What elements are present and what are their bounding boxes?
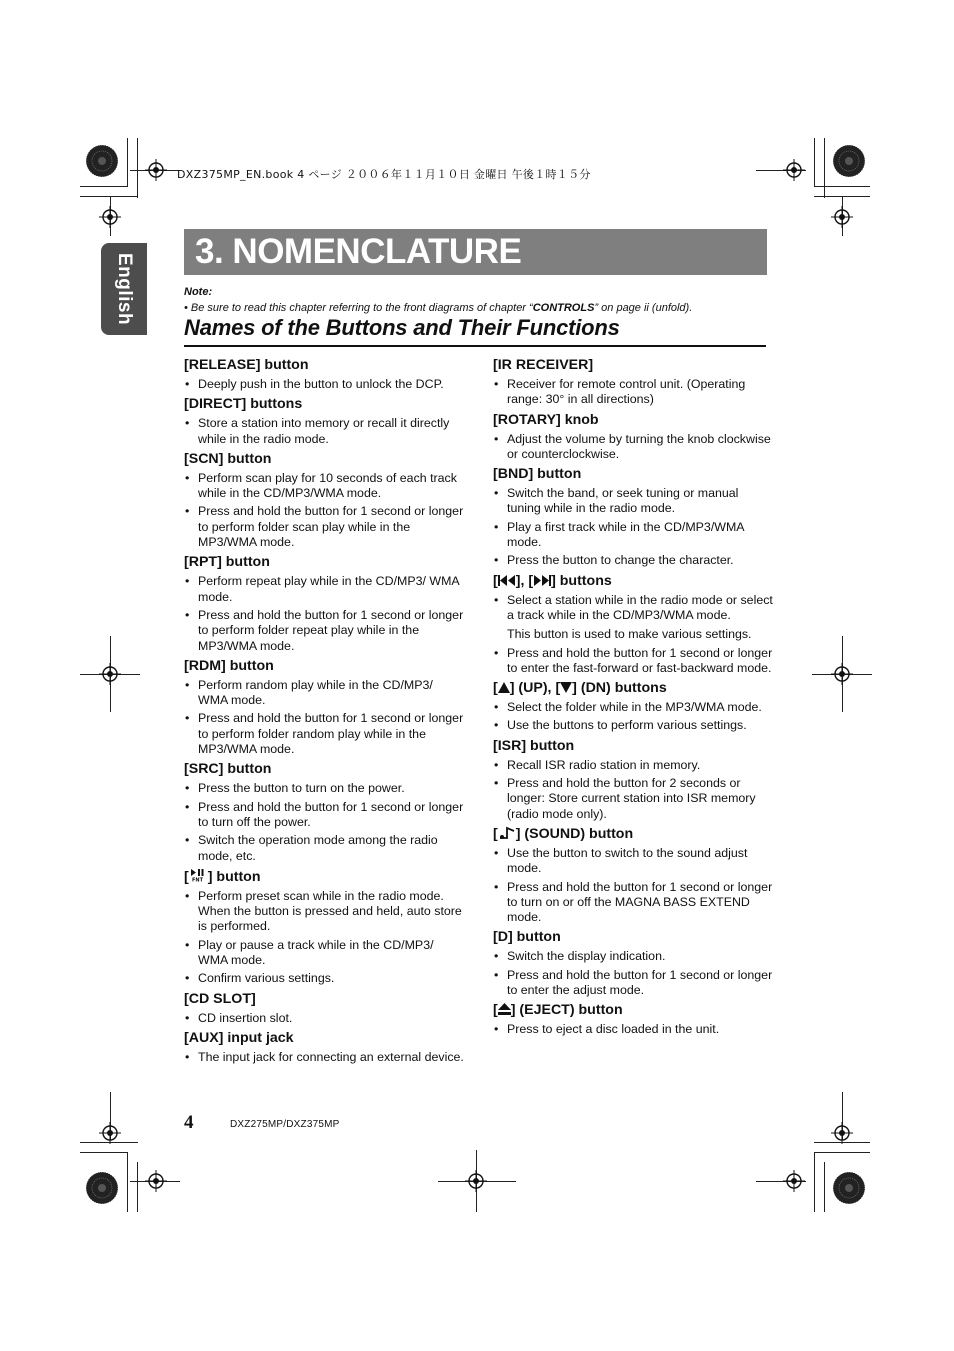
- list-item: • Play a first track while in the CD/MP3/WMA mode.: [493, 520, 773, 551]
- item-title: [ISR] button: [493, 737, 575, 754]
- registration-target-icon: [99, 206, 121, 228]
- registration-target-icon: [99, 663, 121, 685]
- bracket-open: [: [493, 1002, 498, 1019]
- item-sound-button: [493, 826, 773, 925]
- list-item: • Play or pause a track while in the CD/MP3/ WMA mode.: [184, 938, 464, 969]
- item-rdm-button: [184, 658, 464, 757]
- item-title-text: ] (SOUND) button: [515, 825, 634, 842]
- note-text-suffix: ” on page ii (unfold).: [594, 302, 693, 314]
- list-item: • Switch the display indication.: [493, 949, 773, 964]
- note-text-bold: CONTROLS: [532, 302, 595, 314]
- list-item: • Press to eject a disc loaded in the unit.: [493, 1022, 773, 1037]
- item-title-text: ] (EJECT) button: [510, 1002, 623, 1019]
- up-arrow-icon: [498, 682, 510, 693]
- left-column: [184, 357, 464, 1069]
- bracket-open: [: [493, 680, 498, 697]
- item-title-text: ] buttons: [551, 572, 612, 589]
- item-title: [DIRECT] buttons: [184, 396, 303, 413]
- list-item: • Use the button to switch to the sound adjust mode.: [493, 846, 773, 877]
- item-title: [D] button: [493, 929, 561, 946]
- registration-target-icon: [831, 206, 853, 228]
- item-title: [493, 680, 773, 697]
- list-item: • Press the button to change the character.: [493, 553, 773, 568]
- title-separator: ] (UP), [: [509, 680, 561, 697]
- registration-target-icon: [99, 1122, 121, 1144]
- item-title-text: ] button: [207, 868, 261, 885]
- color-rosette-icon: [85, 144, 119, 178]
- chapter-title: 3. NOMENCLATURE: [195, 232, 522, 271]
- list-item: • Confirm various settings.: [184, 971, 464, 986]
- list-item: • Use the buttons to perform various settings.: [493, 718, 773, 733]
- item-direct-buttons: [184, 396, 464, 447]
- page-number: 4: [184, 1112, 194, 1133]
- item-title: [RELEASE] button: [184, 357, 309, 373]
- down-arrow-icon: [560, 682, 572, 693]
- model-name: DXZ275MP/DXZ375MP: [230, 1119, 340, 1130]
- note-label: Note:: [184, 286, 213, 298]
- item-title: [493, 1002, 773, 1019]
- list-item: • Switch the operation mode among the radio mode, etc.: [184, 833, 464, 864]
- registration-target-icon: [783, 1170, 805, 1192]
- list-item: • Press the button to turn on the power.: [184, 781, 464, 796]
- list-item: • Perform random play while in the CD/MP3/ WMA mode.: [184, 678, 464, 709]
- list-item: • Select a station while in the radio mode or select a track while in the CD/MP3/WMA mode.: [493, 593, 773, 624]
- item-d-button: [493, 929, 773, 998]
- item-cd-slot: [184, 991, 464, 1026]
- item-up-dn-buttons: [493, 680, 773, 734]
- item-bnd-button: [493, 466, 773, 568]
- item-title: [CD SLOT]: [184, 990, 256, 1007]
- item-title-text: ] (DN) buttons: [572, 680, 667, 697]
- note-text: [184, 302, 692, 314]
- item-release-button: [184, 357, 464, 392]
- list-item: • Select the folder while in the MP3/WMA mode.: [493, 700, 773, 715]
- registration-target-icon: [145, 1170, 167, 1192]
- item-title: [SCN] button: [184, 450, 272, 467]
- list-item: • Store a station into memory or recall it directly while in the radio mode.: [184, 416, 464, 447]
- play-pause-fnt-icon: [189, 868, 208, 882]
- list-item: • Press and hold the button for 1 second or longer to enter the fast-forward or fast-backward mode.: [493, 646, 773, 677]
- registration-target-icon: [783, 159, 805, 181]
- item-title: [IR RECEIVER]: [493, 357, 594, 373]
- item-title: [RDM] button: [184, 657, 274, 674]
- item-title: [SRC] button: [184, 761, 272, 778]
- list-item: • Perform scan play for 10 seconds of each track while in the CD/MP3/WMA mode.: [184, 471, 464, 502]
- language-tab-label: English: [114, 252, 135, 326]
- registration-target-icon: [145, 159, 167, 181]
- item-rpt-button: [184, 554, 464, 653]
- list-item: • Perform repeat play while in the CD/MP3/ WMA mode.: [184, 574, 464, 605]
- list-item: • Press and hold the button for 2 seconds or longer: Store current station into ISR memory (radio mode only).: [493, 776, 773, 822]
- svg-text:FNT: FNT: [191, 877, 203, 882]
- bracket-open: [: [493, 825, 498, 842]
- title-separator: ], [: [515, 572, 534, 589]
- color-rosette-icon: [832, 144, 866, 178]
- bracket-open: [: [493, 572, 498, 589]
- list-item-note: This button is used to make various settings.: [507, 627, 752, 642]
- item-src-button: [184, 761, 464, 863]
- item-isr-button: [493, 738, 773, 822]
- item-prev-next-buttons: [493, 573, 773, 676]
- item-title: [BND] button: [493, 466, 582, 483]
- section-title: Names of the Buttons and Their Functions: [184, 315, 620, 340]
- list-item: • Press and hold the button for 1 second or longer to turn off the power.: [184, 800, 464, 831]
- next-track-icon: [533, 575, 551, 586]
- item-eject-button: [493, 1002, 773, 1037]
- bracket-open: [: [184, 868, 189, 885]
- section-divider: [184, 345, 766, 347]
- registration-target-icon: [831, 1122, 853, 1144]
- previous-track-icon: [498, 575, 516, 586]
- item-title: [AUX] input jack: [184, 1029, 294, 1046]
- list-item: • Press and hold the button for 1 second or longer to perform folder repeat play while in the MP3/WMA mode.: [184, 608, 464, 654]
- note-text-prefix: • Be sure to read this chapter referring to the front diagrams of chapter “: [184, 302, 533, 314]
- list-item: • Perform preset scan while in the radio mode. When the button is pressed and held, auto store is performed.: [184, 889, 464, 935]
- list-item: • Press and hold the button for 1 second or longer to enter the adjust mode.: [493, 968, 773, 999]
- item-rotary-knob: [493, 412, 773, 463]
- eject-icon: [498, 1003, 511, 1015]
- list-item: • Press and hold the button for 1 second or longer to turn on or off the MAGNA BASS EXTEND mode.: [493, 880, 773, 926]
- list-item: • Recall ISR radio station in memory.: [493, 758, 773, 773]
- item-ir-receiver: [493, 357, 773, 408]
- chapter-title-bar: [184, 229, 767, 275]
- registration-target-icon: [465, 1170, 487, 1192]
- item-title: [ROTARY] knob: [493, 411, 599, 428]
- item-play-pause-button: [184, 868, 464, 987]
- item-title: [184, 868, 464, 886]
- color-rosette-icon: [85, 1171, 119, 1205]
- book-header-info: DXZ375MP_EN.book 4 ページ ２００６年１１月１０日 金曜日 午後１時１５分: [177, 168, 591, 181]
- item-scn-button: [184, 451, 464, 550]
- registration-target-icon: [831, 663, 853, 685]
- color-rosette-icon: [832, 1171, 866, 1205]
- list-item: • The input jack for connecting an external device.: [184, 1050, 464, 1065]
- item-title: [RPT] button: [184, 554, 270, 571]
- list-item: • CD insertion slot.: [184, 1011, 464, 1026]
- list-item: • Switch the band, or seek tuning or manual tuning while in the radio mode.: [493, 486, 773, 517]
- list-item: • Press and hold the button for 1 second or longer to perform folder scan play while in the MP3/WMA mode.: [184, 504, 464, 550]
- list-item: • Press and hold the button for 1 second or longer to perform folder random play while in the MP3/WMA mode.: [184, 711, 464, 757]
- item-aux-input-jack: [184, 1030, 464, 1065]
- right-column: [493, 357, 773, 1042]
- list-item: • Adjust the volume by turning the knob clockwise or counterclockwise.: [493, 432, 773, 463]
- language-tab: [101, 243, 147, 335]
- item-title: [493, 826, 773, 843]
- list-item: • Receiver for remote control unit. (Operating range: 30° in all directions): [493, 377, 773, 408]
- list-item: • Deeply push in the button to unlock the DCP.: [184, 377, 464, 392]
- sound-note-icon: [498, 826, 516, 839]
- item-title: [493, 573, 773, 590]
